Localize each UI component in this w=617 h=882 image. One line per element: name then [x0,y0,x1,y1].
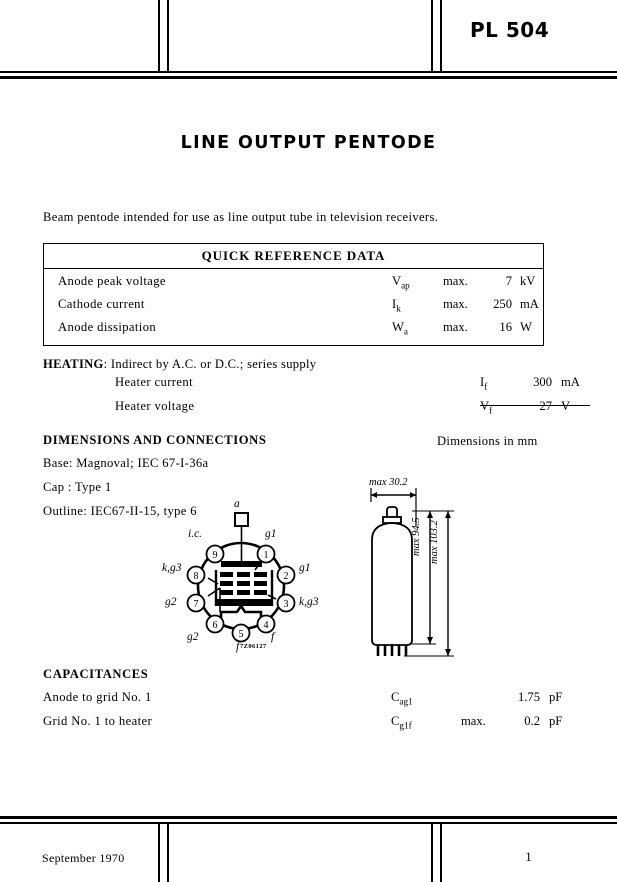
header-rule-thin [0,71,617,73]
parameter-unit: pF [549,714,563,728]
table-row [43,688,583,712]
page-header [0,0,617,78]
quick-reference-body [44,269,543,345]
cap-spec: Cap : Type 1 [43,480,112,494]
svg-text:7: 7 [193,599,199,610]
footer-divider-left-2 [167,824,169,882]
parameter-name: Heater current [115,375,193,389]
parameter-unit: kV [520,274,536,288]
parameter-symbol: $W_a$ [392,320,408,337]
dimensions-note: Dimensions in mm [437,434,538,448]
outline-width-dimension: max 30.2 [369,477,408,488]
parameter-unit: pF [549,690,563,704]
parameter-unit: mA [520,297,539,311]
table-row [44,272,543,295]
parameter-unit: W [520,320,532,334]
intro-paragraph: Beam pentode intended for use as line output tube in television receivers. [43,210,439,224]
table-row [43,712,583,736]
footer-rule-thin [0,822,617,824]
table-row [44,295,543,318]
footer-divider-left [158,824,160,882]
svg-text:8: 8 [193,571,199,582]
table-row [43,396,583,420]
page-footer [0,816,617,882]
drawing-code: 7Z06127 [240,643,267,650]
header-divider-left-2 [167,0,169,72]
svg-text:4: 4 [263,620,269,631]
parameter-name: Anode to grid No. 1 [43,690,152,704]
pin-label-5: f [236,641,240,653]
parameter-value: 16 [499,320,512,334]
svg-text:3: 3 [283,599,289,610]
base-connection-diagram [162,500,337,660]
parameter-name: Anode dissipation [58,320,157,334]
quick-reference-heading: QUICK REFERENCE DATA [44,244,543,269]
heating-section [43,357,583,420]
publication-date: September 1970 [42,851,125,865]
parameter-symbol: $C_{ag1}$ [391,690,413,707]
header-divider-left [158,0,160,72]
table-row [43,372,583,396]
parameter-value: 1.75 [517,690,540,704]
footer-divider-right [431,824,433,882]
parameter-value: 27 [539,399,552,413]
heating-description: : Indirect by A.C. or D.C.; series supply [103,357,317,371]
heating-label: HEATING [43,357,104,371]
parameter-name: Cathode current [58,297,145,311]
parameter-qualifier: max. [443,320,468,334]
footer-rule-thick [0,816,617,819]
svg-text:5: 5 [238,629,244,640]
pin-label-3: k,g3 [299,596,319,608]
capacitances-section [43,688,583,736]
svg-text:1: 1 [263,550,269,561]
parameter-symbol: $V_{ap}$ [392,274,410,291]
parameter-value: 300 [533,375,552,389]
header-rule-thick [0,76,617,79]
parameter-symbol: $V_f$ [480,399,493,416]
parameter-value: 0.2 [524,714,540,728]
pin-label-1: g1 [265,528,277,540]
svg-text:6: 6 [212,620,218,631]
table-row [44,318,543,341]
pin-label-9: i.c. [188,528,203,540]
pin-label-2: g1 [299,562,311,574]
parameter-qualifier: max. [461,714,486,728]
page-title: LINE OUTPUT PENTODE [180,133,437,153]
parameter-qualifier: max. [443,297,468,311]
parameter-name: Grid No. 1 to heater [43,714,153,728]
pin-label-7: g2 [165,596,177,608]
outline-outer-height-dimension: max 103.2 [429,520,440,564]
heating-title [43,357,583,372]
parameter-qualifier: max. [443,274,468,288]
header-divider-right-2 [440,0,442,72]
parameter-symbol: $C_{g1f}$ [391,714,412,731]
base-spec: Base: Magnoval; IEC 67-I-36a [43,456,209,470]
svg-text:9: 9 [212,550,218,561]
parameter-name: Anode peak voltage [58,274,166,288]
parameter-value: 250 [493,297,512,311]
header-divider-right [431,0,433,72]
parameter-value: 7 [505,274,512,288]
parameter-unit: V [561,399,571,413]
dimensions-title: DIMENSIONS AND CONNECTIONS [43,433,267,447]
capacitances-title: CAPACITANCES [43,667,149,681]
parameter-symbol: $I_k$ [392,297,401,314]
electrode-label-anode: a [234,498,240,510]
page-number: 1 [525,849,532,864]
parameter-unit: mA [561,375,580,389]
outline-inner-height-dimension: max 94.5 [411,517,422,556]
parameter-symbol: $I_f$ [480,375,488,392]
pin-label-6: g2 [187,631,199,643]
pin-label-8: k,g3 [162,562,182,574]
tube-outline-diagram [356,478,516,663]
outline-spec: Outline: IEC67-II-15, type 6 [43,504,197,518]
type-designation: PL 504 [470,18,550,42]
svg-text:2: 2 [283,571,289,582]
parameter-name: Heater voltage [115,399,195,413]
quick-reference-table [43,243,544,346]
pin-label-4: f [271,631,275,643]
